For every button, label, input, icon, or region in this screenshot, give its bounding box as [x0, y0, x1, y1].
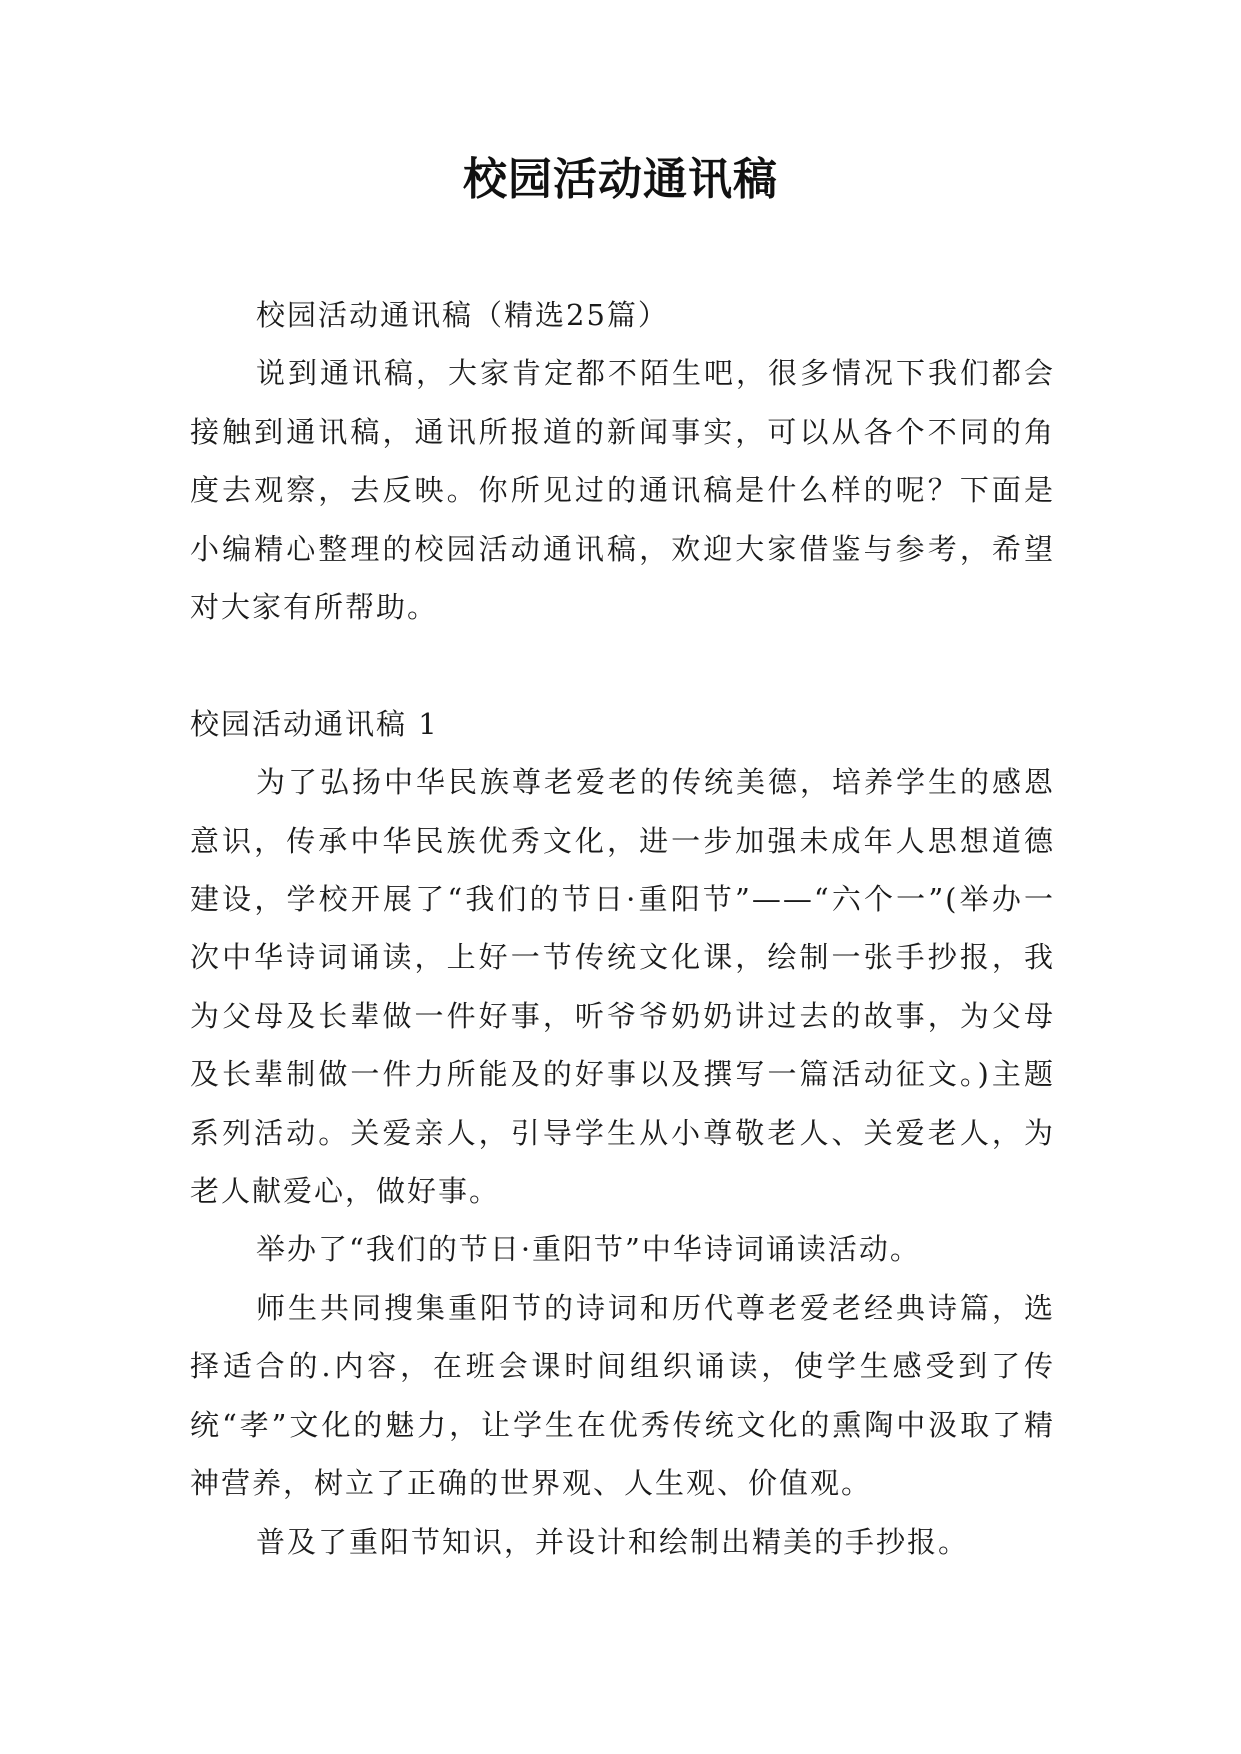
paragraph-spacer	[190, 636, 1055, 694]
body-paragraph: 师生共同搜集重阳节的诗词和历代尊老爱老经典诗篇，选择适合的.内容，在班会课时间组织诵读，使学生感受到了传统“孝”文化的魅力，让学生在优秀传统文化的熏陶中汲取了精神营养，树立了正确的世界观、人生观、价值观。	[190, 1290, 1055, 1501]
body-paragraph: 为了弘扬中华民族尊老爱老的传统美德，培养学生的感恩意识，传承中华民族优秀文化，进一步加强未成年人思想道德建设，学校开展了“我们的节日·重阳节”——“六个一”(举办一次中华诗词诵读，上好一节传统文化课，绘制一张手抄报，我为父母及长辈做一件好事，听爷爷奶奶讲过去的故事，为父母及长辈制做一件力所能及的好事以及撰写一篇活动征文。)主题系列活动。关爱亲人，引导学生从小尊敬老人、关爱老人，为老人献爱心，做好事。	[190, 765, 1055, 1209]
document-title: 校园活动通讯稿	[463, 154, 778, 205]
section-heading: 校园活动通讯稿 1	[190, 706, 439, 741]
body-paragraph: 举办了“我们的节日·重阳节”中华诗词诵读活动。	[256, 1232, 921, 1267]
intro-paragraph: 说到通讯稿，大家肯定都不陌生吧，很多情况下我们都会接触到通讯稿，通讯所报道的新闻事实，可以从各个不同的角度去观察，去反映。你所见过的通讯稿是什么样的呢？下面是小编精心整理的校园活动通讯稿，欢迎大家借鉴与参考，希望对大家有所帮助。	[190, 356, 1055, 625]
subtitle-paragraph: 校园活动通讯稿（精选25篇）	[256, 298, 669, 332]
body-paragraph: 普及了重阳节知识，并设计和绘制出精美的手抄报。	[256, 1524, 970, 1559]
document-body	[190, 286, 1055, 1571]
